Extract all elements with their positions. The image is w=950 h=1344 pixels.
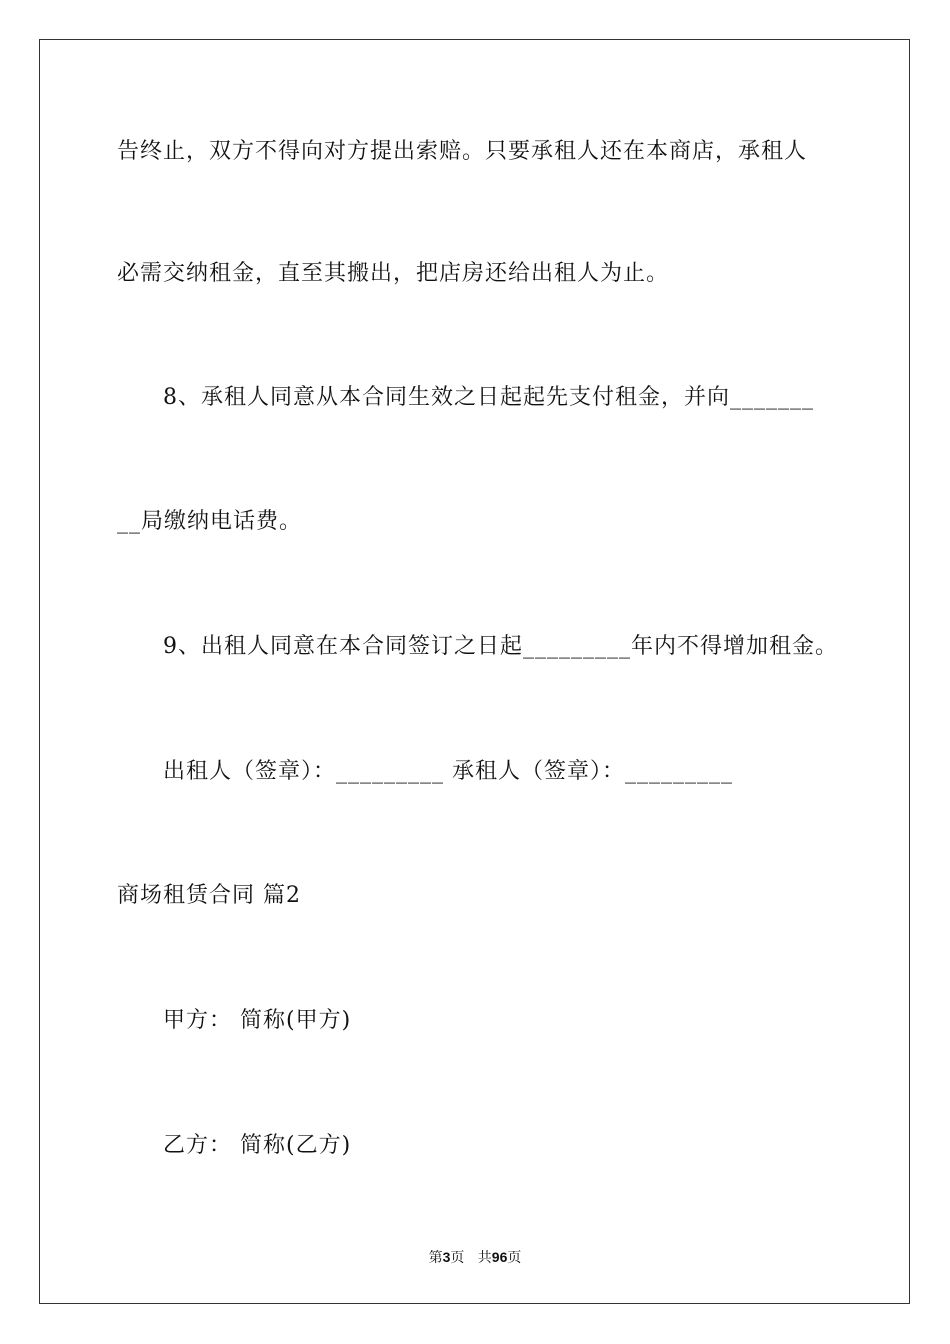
signature-line: 出租人（签章）：_________ 承租人（签章）：_________	[163, 759, 733, 784]
footer-page-suffix: 页	[450, 1250, 465, 1266]
footer-total-number: 96	[491, 1249, 508, 1265]
clause-8-line-2: __局缴纳电话费。	[117, 509, 303, 534]
clause-8-line-1: 8、承租人同意从本合同生效之日起起先支付租金，并向_______	[163, 385, 814, 410]
section-heading: 商场租赁合同 篇2	[117, 883, 301, 908]
footer-page-number: 3	[442, 1249, 451, 1265]
page-footer	[0, 1247, 950, 1268]
footer-page-prefix: 第	[428, 1250, 443, 1266]
text-line-2: 必需交纳租金，直至其搬出，把店房还给出租人为止。	[117, 261, 670, 286]
party-a-line: 甲方： 简称(甲方)	[163, 1008, 352, 1033]
clause-9: 9、出租人同意在本合同签订之日起_________年内不得增加租金。	[163, 634, 838, 659]
footer-total-suffix: 页	[507, 1250, 522, 1266]
footer-total-prefix: 共	[477, 1250, 492, 1266]
text-line-1: 告终止，双方不得向对方提出索赔。只要承租人还在本商店，承租人	[117, 139, 808, 164]
party-b-line: 乙方： 简称(乙方)	[163, 1133, 352, 1158]
page-border	[39, 39, 910, 1304]
